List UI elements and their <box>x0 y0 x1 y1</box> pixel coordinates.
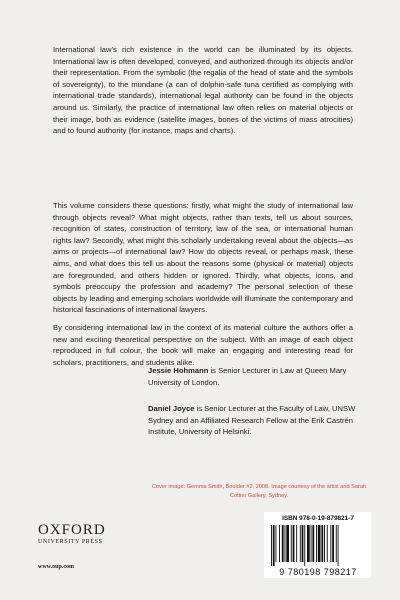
barcode-panel <box>264 512 371 578</box>
publisher-subtitle: UNIVERSITY PRESS <box>38 539 103 545</box>
author-bio-2 <box>148 403 363 438</box>
publisher-url: www.oup.com <box>38 564 75 570</box>
cover-image-credit: Cover image: Gemma Smith, Boulder #2, 2008. Image courtesy of the artist and Sarah Cottier Gallery, Sydney. <box>151 484 367 500</box>
publisher-logo <box>38 522 128 547</box>
author-bio-1 <box>148 365 363 388</box>
author-bio-text-2: is Senior Lecturer at the Faculty of Law, UNSW Sydney and an Affiliated Research Fellow at the Erik Castrén Institute, University of Helsinki. <box>148 404 356 437</box>
barcode-image <box>269 525 366 566</box>
blurb-paragraph-3: By considering international law in the context of its material culture the authors offer a new and exciting theoretical perspective on the subject. With an image of each object reproduced in full colour, the book will make an engaging and interesting read for scholars, practitioners, and students alike. <box>53 323 353 367</box>
publisher-name: OXFORD <box>38 522 106 538</box>
blurb-paragraph-1: International law’s rich existence in the world can be illuminated by its objects. International law is often developed, conveyed, and authorized through its objects and/or their representation. From the symbolic (the regalia of the head of state and the symbols of sovereignty), to the mundane (a can of dolphin-safe tuna certified as complying with international trade standards), international legal authority can be found in the objects around us. Similarly, the practice of international law often relies on material objects or their image, both as evidence (satellite images, bones of the victims of mass atrocities) and to found authority (for instance, maps and charts). <box>53 45 353 136</box>
blurb-paragraph-2: This volume considers these questions: firstly, what might the study of international law through objects reveal? What might objects, rather than texts, tell us about sources, recognition of states, construction of territory, law of the sea, or international human rights law? Secondly, what might this scholarly undertaking reveal about the objects—as aims or projects—of international law? How do objects reveal, or perhaps mask, these aims, and what does this tell us about the reasons some (physical or material) objects are foregrounded, and others hidden or ignored. Thirdly, what objects, icons, and symbols preoccupy the profession and academy? The personal selection of these objects by leading and emerging scholars worldwide will illuminate the contemporary and historical fascinations of international lawyers. <box>53 201 353 315</box>
author-bio-text-1: is Senior Lecturer in Law at Queen Mary University of London. <box>148 366 347 387</box>
author-name-2: Daniel Joyce <box>148 404 195 413</box>
author-name-1: Jessie Hohmann <box>148 366 209 375</box>
barcode-digits: 9 780198 798217 <box>279 567 357 577</box>
isbn-label: ISBN 978-0-19-879821-7 <box>282 515 354 522</box>
